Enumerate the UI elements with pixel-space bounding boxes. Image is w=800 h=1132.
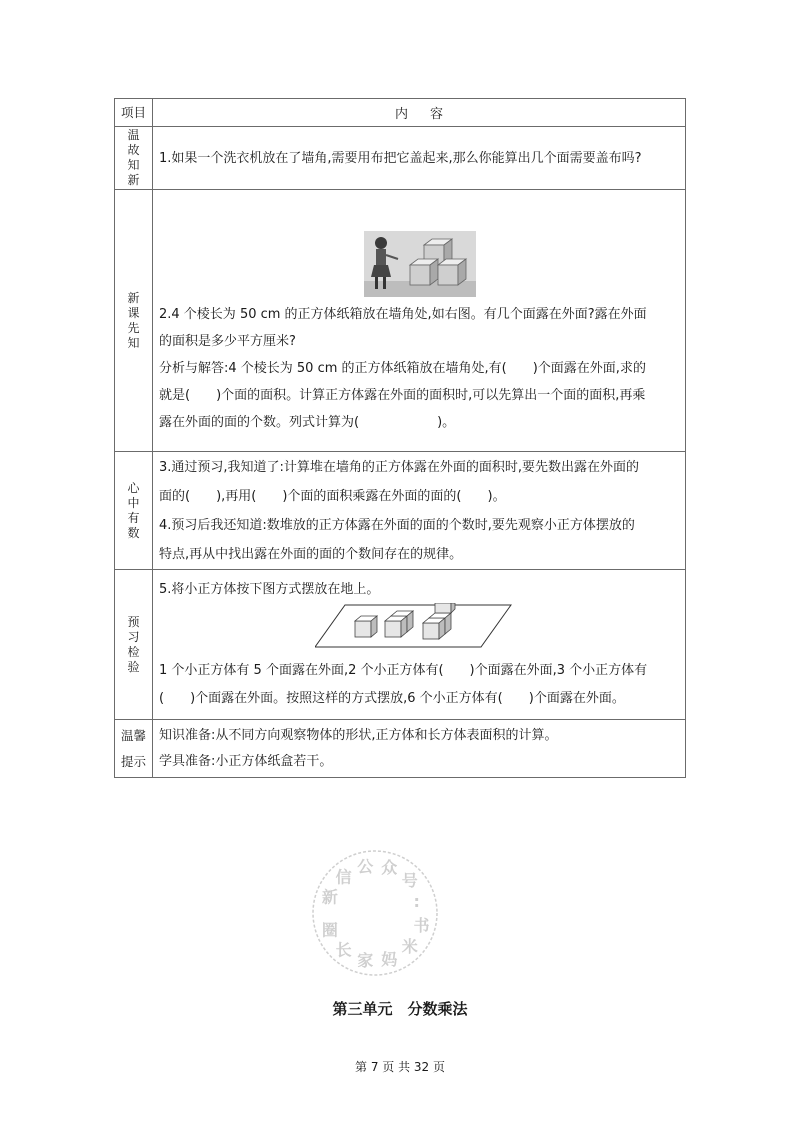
knowledge-prep: 知识准备:从不同方向观察物体的形状,正方体和长方体表面积的计算。 [159, 727, 558, 743]
row-content-cell [153, 720, 686, 778]
table-header-row [115, 99, 686, 127]
boxes-corner-illustration [153, 205, 685, 301]
row-label-tips-bottom: 提示 [120, 753, 146, 769]
stamp-text: 新信公 众号:书米妈家长圈 [321, 857, 430, 970]
question-5-intro: 5.将小正方体按下图方式摆放在地上。 [159, 582, 380, 597]
row-content-cell [153, 127, 686, 190]
row-label-in-mind: 心中有数 [127, 480, 140, 540]
question-5-line-2: ( )个面露在外面。按照这样的方式摆放,6 个小正方体有( )个面露在外面。 [159, 691, 625, 706]
row-label-cell [115, 127, 153, 190]
row-label-cell [115, 570, 153, 720]
header-content: 内容 [394, 107, 465, 122]
cubes-on-ground-figure [153, 603, 685, 657]
row-in-mind [115, 452, 686, 570]
analysis-line-3: 露在外面的面的个数。列式计算为( )。 [159, 415, 456, 430]
row-content-cell [153, 190, 686, 452]
row-label-tips-top: 温馨 [120, 727, 146, 743]
analysis-line-1: 分析与解答:4 个棱长为 50 cm 的正方体纸箱放在墙角处,有( )个面露在外面,求的 [159, 361, 646, 376]
worksheet-table [114, 98, 686, 778]
question-4-line-2: 特点,再从中找出露在外面的面的个数间存在的规律。 [159, 546, 463, 562]
cubes-diagram [315, 603, 515, 653]
tools-prep: 学具准备:小正方体纸盒若干。 [159, 753, 333, 769]
row-preview-check [115, 570, 686, 720]
girl-with-boxes-image [364, 231, 476, 297]
row-tips [115, 720, 686, 778]
row-content-cell [153, 452, 686, 570]
row-new-lesson [115, 190, 686, 452]
analysis-line-2: 就是( )个面的面积。计算正方体露在外面的面积时,可以先算出一个面的面积,再乘 [159, 388, 646, 403]
row-label-preview-check: 预习检验 [127, 614, 140, 674]
question-4-line-1: 4.预习后我还知道:数堆放的正方体露在外面的面的个数时,要先观察小正方体摆放的 [159, 517, 635, 533]
question-2-line-2: 的面积是多少平方厘米? [159, 334, 296, 349]
header-label: 项目 [120, 104, 146, 120]
row-label-cell [115, 452, 153, 570]
row-label-cell [115, 190, 153, 452]
question-1: 1.如果一个洗衣机放在了墙角,需要用布把它盖起来,那么你能算出几个面需要盖布吗? [159, 150, 642, 166]
row-content-cell [153, 570, 686, 720]
unit-title: 第三单元 分数乘法 [332, 1000, 468, 1018]
header-label-cell [115, 99, 153, 127]
page-footer: 第 7 页 共 32 页 [355, 1060, 445, 1074]
question-3-line-1: 3.通过预习,我知道了:计算堆在墙角的正方体露在外面的面积时,要先数出露在外面的 [159, 459, 640, 475]
row-review [115, 127, 686, 190]
question-5-line-1: 1 个小正方体有 5 个面露在外面,2 个小正方体有( )个面露在外面,3 个小正方体有 [159, 663, 648, 678]
question-2-line-1: 2.4 个棱长为 50 cm 的正方体纸箱放在墙角处,如右图。有几个面露在外面?露在外面 [159, 307, 647, 322]
watermark-stamp [300, 838, 450, 988]
row-label-new-lesson: 新课先知 [127, 290, 140, 350]
row-label-review: 温故知新 [127, 128, 140, 187]
header-content-cell [153, 99, 686, 127]
row-label-cell [115, 720, 153, 778]
question-3-line-2: 面的( ),再用( )个面的面积乘露在外面的面的( )。 [159, 488, 506, 504]
